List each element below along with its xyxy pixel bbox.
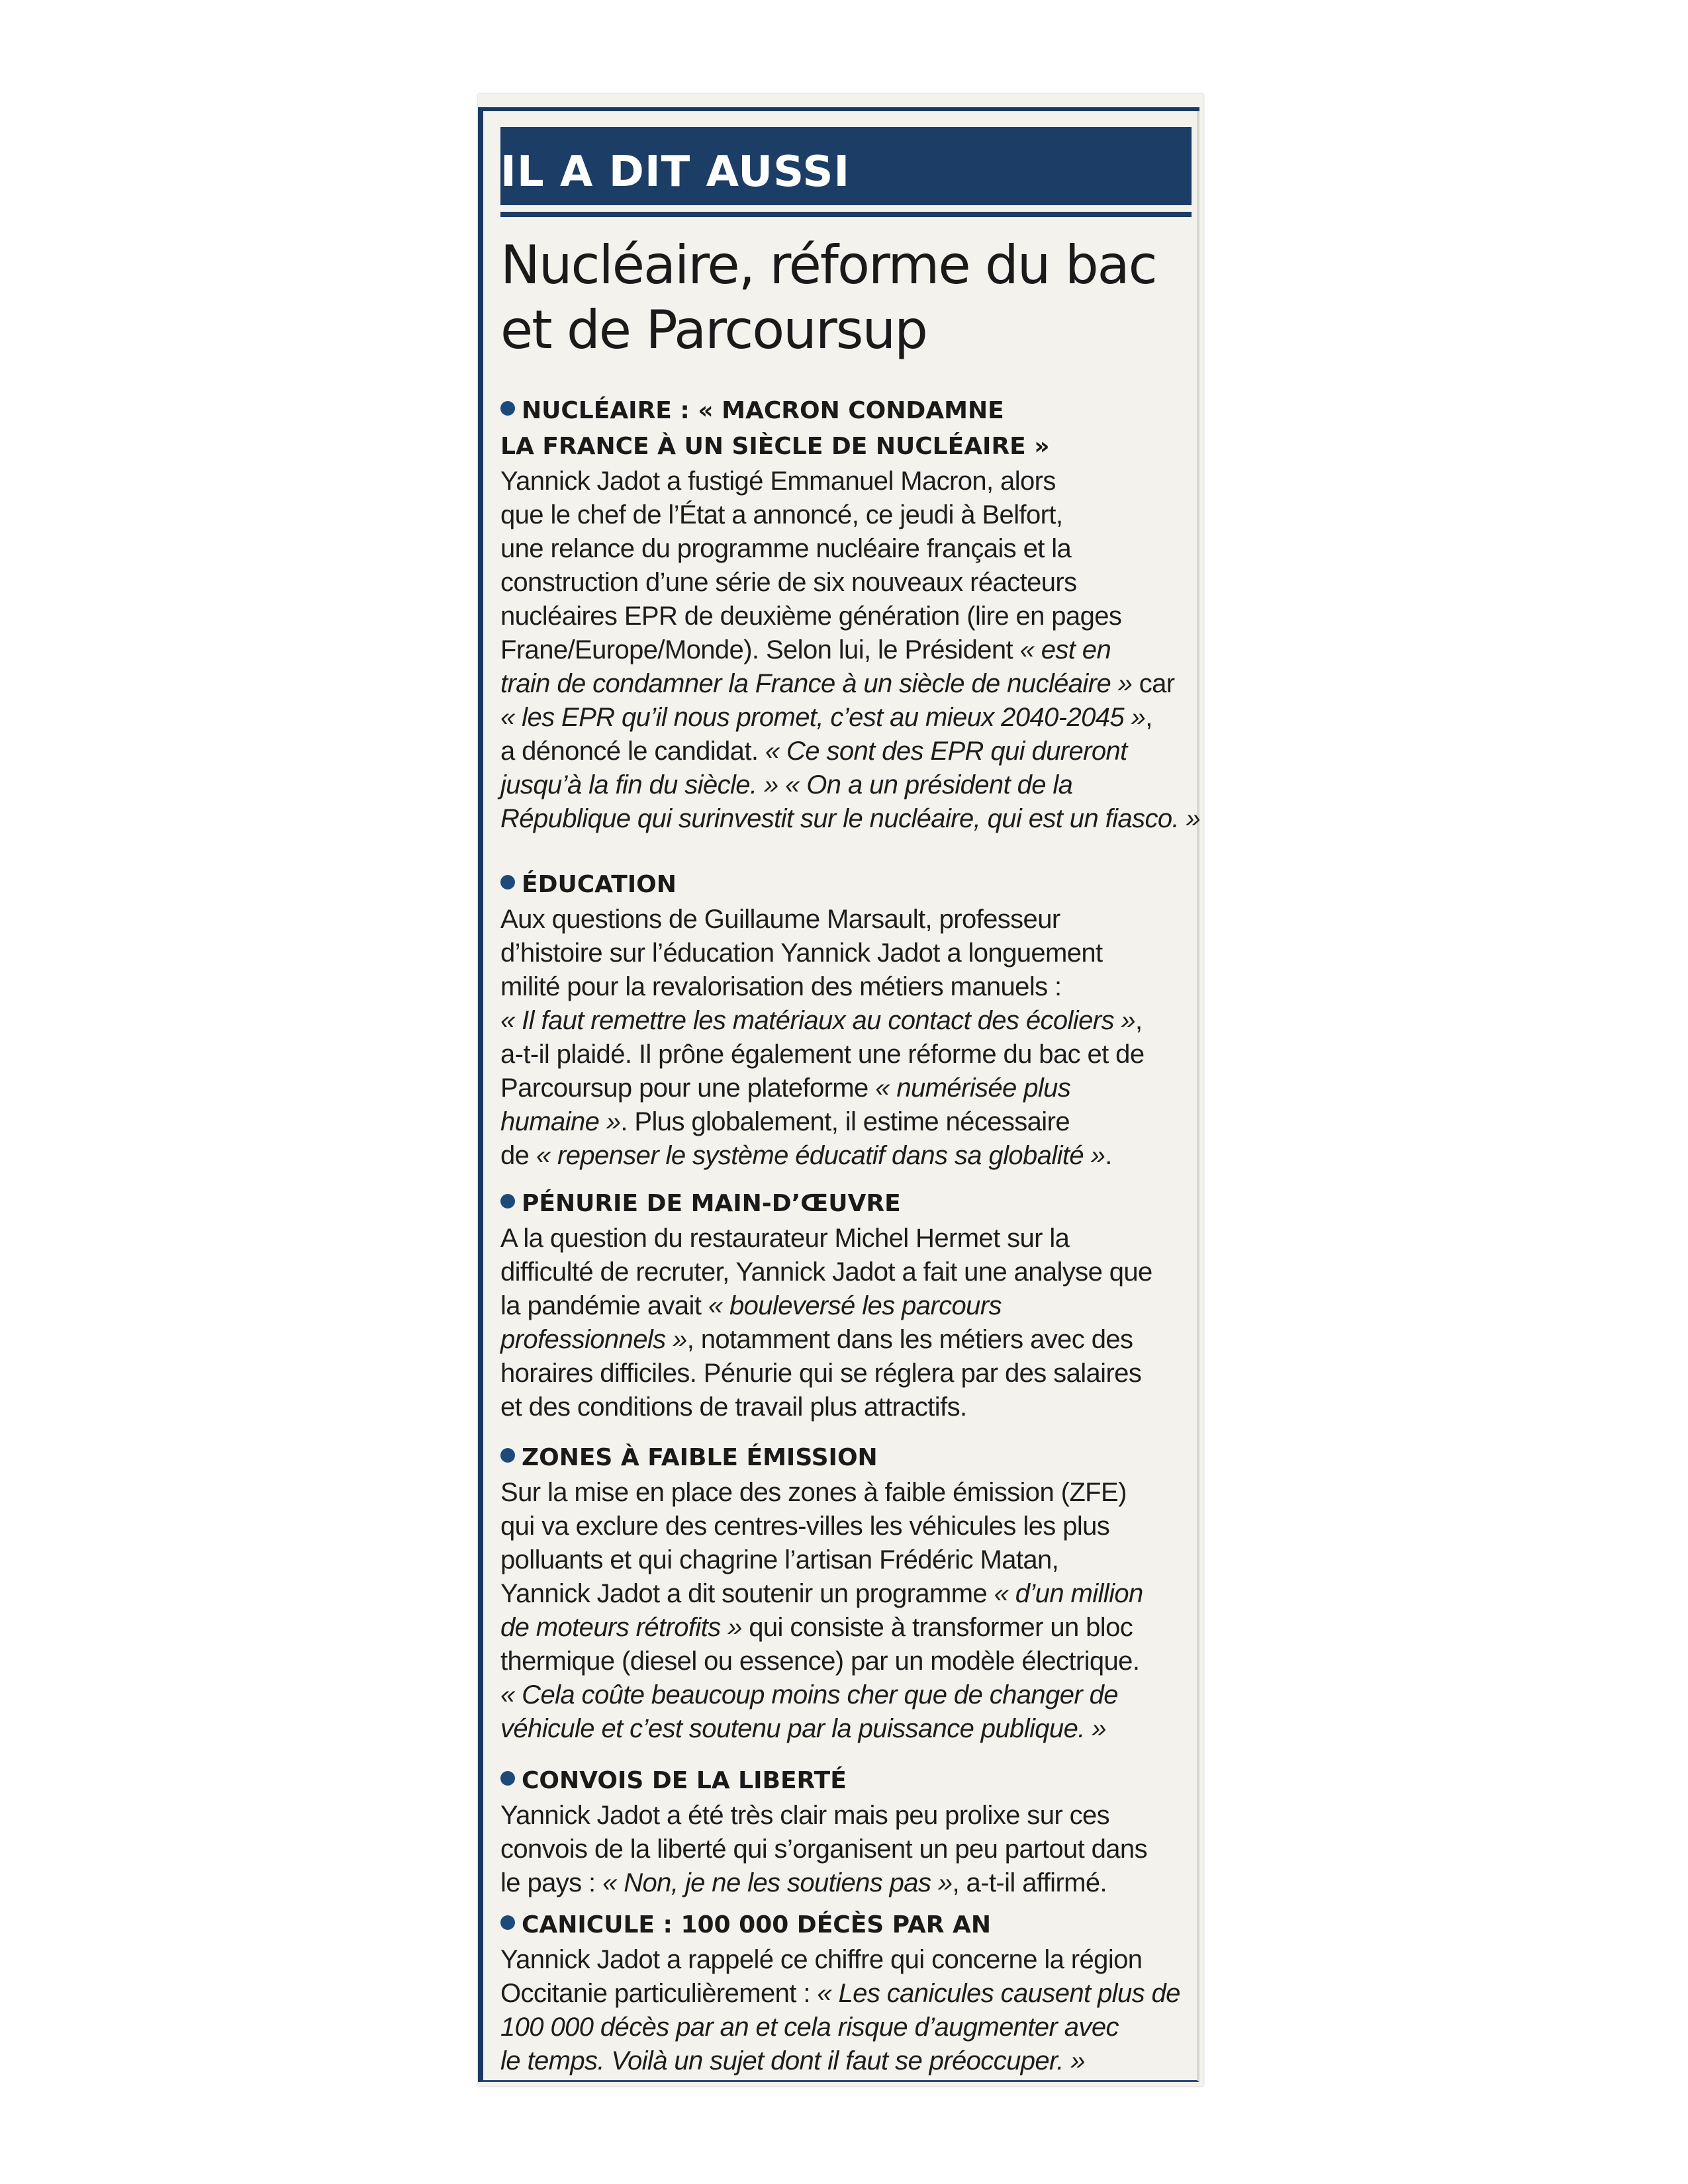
body-text: une relance du programme nucléaire français et la [500,534,1072,563]
quote-text: « Les canicules causent plus de [817,1979,1180,2008]
section-title-text: CANICULE : 100 000 DÉCÈS PAR AN [522,1911,991,1938]
body-text: que le chef de l’État a annoncé, ce jeudi à Belfort, [500,500,1063,529]
body-line [500,1645,1189,1678]
body-text: Yannick Jadot a rappelé ce chiffre qui concerne la région [500,1945,1143,1974]
body-line [500,498,1189,532]
body-line [500,1943,1189,1977]
quote-text: « repenser le système éducatif dans sa globalité » [536,1141,1105,1170]
quote-text: « d’un million [994,1579,1143,1608]
bullet-icon [500,1771,515,1786]
quote-text: République qui surinvestit sur le nucléaire, qui est un fiasco. » [500,804,1201,833]
body-line [500,1105,1189,1139]
quote-text: de moteurs rétrofits » [500,1613,742,1642]
newspaper-clipping [478,94,1203,2086]
body-text: de [500,1141,536,1170]
section-title-text: PÉNURIE DE MAIN-D’ŒUVRE [522,1190,901,1217]
body-text: Yannick Jadot a dit soutenir un programme [500,1579,994,1608]
section-title [500,393,1189,429]
section-title-text: CONVOIS DE LA LIBERTÉ [522,1767,847,1794]
section-title-text: NUCLÉAIRE : « MACRON CONDAMNE [522,397,1004,424]
body-text: difficulté de recruter, Yannick Jadot a fait une analyse que [500,1257,1152,1287]
body-text: a-t-il plaidé. Il prône également une réforme du bac et de [500,1040,1145,1069]
body-text: convois de la liberté qui s’organisent un peu partout dans [500,1835,1147,1864]
quote-text: véhicule et c’est soutenu par la puissance publique. » [500,1714,1106,1743]
body-line [500,633,1189,667]
body-line [500,1833,1189,1866]
body-line [500,465,1189,498]
body-line [500,735,1189,768]
body-text: Occitanie particulièrement : [500,1979,818,2008]
quote-text: « Non, je ne les soutiens pas » [602,1868,953,1897]
bullet-icon [500,1915,515,1930]
section-title [500,1763,1189,1799]
body-line [500,1510,1189,1543]
body-text: la pandémie avait [500,1291,708,1320]
section-title [500,429,1189,465]
quote-text: train de condamner la France à un siècle de nucléaire » [500,669,1133,698]
quote-text: 100 000 décès par an et cela risque d’augmenter avec [500,2013,1119,2042]
section-low-emission-zones [500,1440,1189,1746]
section-title [500,867,1189,903]
body-text: et des conditions de travail plus attractifs. [500,1392,967,1422]
section-title [500,1440,1189,1476]
body-line [500,1678,1189,1712]
quote-text: « Cela coûte beaucoup moins cher que de changer de [500,1680,1118,1709]
section-nuclear [500,393,1201,836]
body-line [500,1866,1189,1900]
body-line [500,1323,1189,1357]
quote-text: professionnels » [500,1325,687,1354]
body-text: construction d’une série de six nouveaux réacteurs [500,568,1077,597]
body-line [500,1004,1189,1038]
body-line [500,600,1189,633]
body-text: thermique (diesel ou essence) par un modèle électrique. [500,1647,1140,1676]
body-line [500,1390,1189,1424]
quote-text: « est en [1019,635,1111,664]
section-title-text: ÉDUCATION [522,871,677,898]
bullet-icon [500,1448,515,1463]
section-education [500,867,1189,1173]
body-text: polluants et qui chagrine l’artisan Frédéric Matan, [500,1545,1059,1574]
body-text: , a-t-il affirmé. [952,1868,1107,1897]
kicker-label: IL A DIT AUSSI [500,148,851,197]
quote-text: « Ce sont des EPR qui dureront [765,737,1127,766]
body-line [500,1799,1189,1833]
body-text: Aux questions de Guillaume Marsault, professeur [500,905,1060,934]
body-line [500,1255,1189,1289]
body-line [500,1543,1189,1577]
body-line [500,1038,1189,1071]
body-text: , notamment dans les métiers avec des [686,1325,1133,1354]
section-title [500,1907,1189,1943]
body-line [500,701,1189,735]
body-text: . [1105,1141,1112,1170]
quote-text: « numérisée plus [875,1073,1071,1103]
headline-line: et de Parcoursup [500,299,927,361]
body-line [500,667,1189,701]
body-line [500,1577,1189,1611]
body-text: qui va exclure des centres-villes les véhicules les plus [500,1512,1110,1541]
body-text: car [1132,669,1175,698]
body-text: milité pour la revalorisation des métiers manuels : [500,972,1062,1001]
body-text: Yannick Jadot a été très clair mais peu prolixe sur ces [500,1801,1110,1830]
bullet-icon [500,401,515,416]
section-heatwave [500,1907,1189,2078]
quote-text: le temps. Voilà un sujet dont il faut se préoccuper. » [500,2046,1085,2075]
bullet-icon [500,1194,515,1208]
body-line [500,1289,1189,1323]
body-text: a dénoncé le candidat. [500,737,765,766]
body-text: . Plus globalement, il estime nécessaire [620,1107,1070,1136]
body-line [500,936,1189,970]
body-line [500,1476,1189,1510]
body-line [500,1071,1189,1105]
quote-text: « les EPR qu’il nous promet, c’est au mieux 2040-2045 » [500,703,1146,732]
section-labour-shortage [500,1186,1189,1424]
banner-underline [500,212,1192,217]
quote-text: jusqu’à la fin du siècle. » « On a un président de la [500,770,1073,799]
section-freedom-convoys [500,1763,1189,1900]
body-line [500,1611,1189,1645]
body-line [500,903,1189,936]
body-line [500,1139,1189,1173]
body-line [500,1222,1189,1255]
body-line [500,1357,1189,1390]
body-text: A la question du restaurateur Michel Hermet sur la [500,1224,1070,1253]
bullet-icon [500,875,515,889]
body-text: , [1135,1006,1143,1035]
section-title [500,1186,1189,1222]
quote-text: humaine » [500,1107,621,1136]
body-line [500,1712,1189,1746]
body-text: d’histoire sur l’éducation Yannick Jadot a longuement [500,938,1103,968]
article-headline [500,233,1189,363]
body-line [500,532,1189,566]
section-title-text: LA FRANCE À UN SIÈCLE DE NUCLÉAIRE » [500,433,1050,460]
headline-line: Nucléaire, réforme du bac [500,234,1156,296]
body-line [500,566,1189,600]
body-text: , [1145,703,1152,732]
body-text: Sur la mise en place des zones à faible émission (ZFE) [500,1478,1127,1507]
body-line [500,2011,1189,2044]
body-line [500,802,1201,836]
body-text: le pays : [500,1868,603,1897]
body-line [500,970,1189,1004]
section-title-text: ZONES À FAIBLE ÉMISSION [522,1444,878,1471]
body-text: horaires difficiles. Pénurie qui se réglera par des salaires [500,1359,1142,1388]
body-text: Yannick Jadot a fustigé Emmanuel Macron, alors [500,467,1056,496]
quote-text: « Il faut remettre les matériaux au contact des écoliers » [500,1006,1136,1035]
body-line [500,1977,1189,2011]
quote-text: « bouleversé les parcours [708,1291,1002,1320]
body-text: Parcoursup pour une plateforme [500,1073,876,1103]
body-text: nucléaires EPR de deuxième génération (lire en pages [500,602,1122,631]
body-line [500,768,1189,802]
body-text: Frane/Europe/Monde). Selon lui, le Président [500,635,1020,664]
body-line [500,2044,1189,2078]
body-text: qui consiste à transformer un bloc [741,1613,1133,1642]
